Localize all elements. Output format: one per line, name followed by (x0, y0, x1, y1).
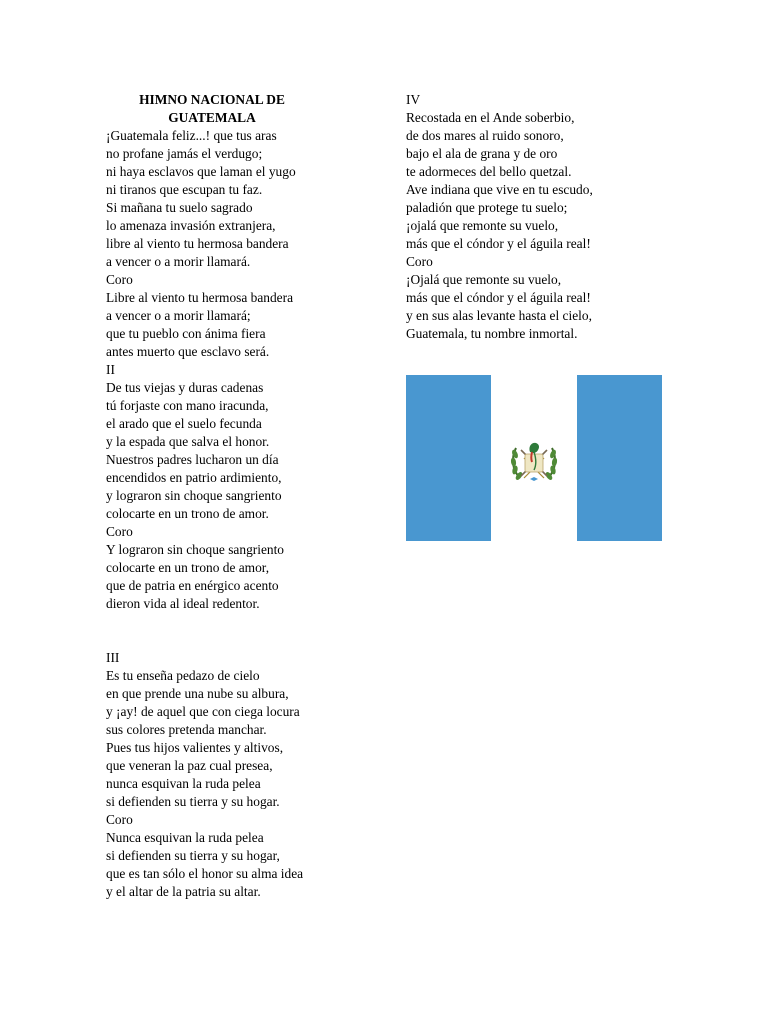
guatemala-flag (406, 375, 662, 541)
verse-line: ni tiranos que escupan tu faz. (106, 182, 263, 197)
verse-line: en que prende una nube su albura, (106, 686, 289, 701)
verse-line: bajo el ala de grana y de oro (406, 146, 558, 161)
verse-line: Es tu enseña pedazo de cielo (106, 668, 260, 683)
verse-line: Y lograron sin choque sangriento (106, 542, 285, 557)
verse-line: y lograron sin choque sangriento (106, 488, 282, 503)
verse-line: y la espada que salva el honor. (106, 434, 270, 449)
verse-line: que tu pueblo con ánima fiera (106, 326, 266, 341)
verse-line: ni haya esclavos que laman el yugo (106, 164, 296, 179)
right-column (406, 91, 666, 343)
chorus-4 (406, 253, 666, 343)
verse-line: paladión que protege tu suelo; (406, 200, 568, 215)
chorus-label: Coro (106, 524, 133, 539)
verse-line: Guatemala, tu nombre inmortal. (406, 326, 578, 341)
stanza-2 (106, 361, 346, 523)
verse-line: Nuestros padres lucharon un día (106, 452, 279, 467)
left-column (106, 91, 346, 901)
verse-line: a vencer o a morir llamará. (106, 254, 251, 269)
verse-line: Recostada en el Ande soberbio, (406, 110, 575, 125)
stanza-label: IV (406, 92, 421, 107)
page-title (84, 91, 340, 127)
verse-line: Libre al viento tu hermosa bandera (106, 290, 294, 305)
title-line-1: HIMNO NACIONAL DE (139, 92, 285, 107)
verse-line: más que el cóndor y el águila real! (406, 236, 591, 251)
verse-line: Pues tus hijos valientes y altivos, (106, 740, 284, 755)
verse-line: colocarte en un trono de amor, (106, 560, 270, 575)
coat-of-arms-icon (504, 432, 564, 492)
verse-line: de dos mares al ruido sonoro, (406, 128, 564, 143)
verse-line: que de patria en enérgico acento (106, 578, 279, 593)
chorus-2 (106, 523, 346, 613)
verse-line: ¡Ojalá que remonte su vuelo, (406, 272, 562, 287)
stanza-label: III (106, 650, 120, 665)
chorus-3 (106, 811, 346, 901)
verse-line: tú forjaste con mano iracunda, (106, 398, 269, 413)
verse-line: ¡ojalá que remonte su vuelo, (406, 218, 559, 233)
verse-line: y ¡ay! de aquel que con ciega locura (106, 704, 300, 719)
stanza-label: II (106, 362, 115, 377)
stanza-1 (106, 127, 346, 271)
chorus-label: Coro (106, 272, 133, 287)
stanza-gap (106, 613, 346, 649)
chorus-1 (106, 271, 346, 361)
stanza-3 (106, 649, 346, 811)
verse-line: lo amenaza invasión extranjera, (106, 218, 276, 233)
verse-line: nunca esquivan la ruda pelea (106, 776, 261, 791)
verse-line: Ave indiana que vive en tu escudo, (406, 182, 593, 197)
verse-line: Nunca esquivan la ruda pelea (106, 830, 264, 845)
verse-line: ¡Guatemala feliz...! que tus aras (106, 128, 277, 143)
verse-line: dieron vida al ideal redentor. (106, 596, 260, 611)
title-line-2: GUATEMALA (168, 110, 256, 125)
verse-line: no profane jamás el verdugo; (106, 146, 263, 161)
verse-line: sus colores pretenda manchar. (106, 722, 267, 737)
verse-line: si defienden su tierra y su hogar. (106, 794, 280, 809)
verse-line: colocarte en un trono de amor. (106, 506, 269, 521)
stanza-4 (406, 91, 666, 253)
verse-line: Si mañana tu suelo sagrado (106, 200, 253, 215)
chorus-label: Coro (106, 812, 133, 827)
verse-line: libre al viento tu hermosa bandera (106, 236, 289, 251)
verse-line: te adormeces del bello quetzal. (406, 164, 572, 179)
verse-line: a vencer o a morir llamará; (106, 308, 251, 323)
verse-line: De tus viejas y duras cadenas (106, 380, 264, 395)
verse-line: encendidos en patrio ardimiento, (106, 470, 282, 485)
flag-stripe-left (406, 375, 491, 541)
verse-line: que veneran la paz cual presea, (106, 758, 273, 773)
verse-line: y en sus alas levante hasta el cielo, (406, 308, 592, 323)
chorus-label: Coro (406, 254, 433, 269)
flag-stripe-center (491, 375, 577, 541)
verse-line: más que el cóndor y el águila real! (406, 290, 591, 305)
flag-stripe-right (577, 375, 662, 541)
verse-line: el arado que el suelo fecunda (106, 416, 262, 431)
verse-line: antes muerto que esclavo será. (106, 344, 270, 359)
verse-line: si defienden su tierra y su hogar, (106, 848, 280, 863)
verse-line: que es tan sólo el honor su alma idea (106, 866, 304, 881)
verse-line: y el altar de la patria su altar. (106, 884, 261, 899)
